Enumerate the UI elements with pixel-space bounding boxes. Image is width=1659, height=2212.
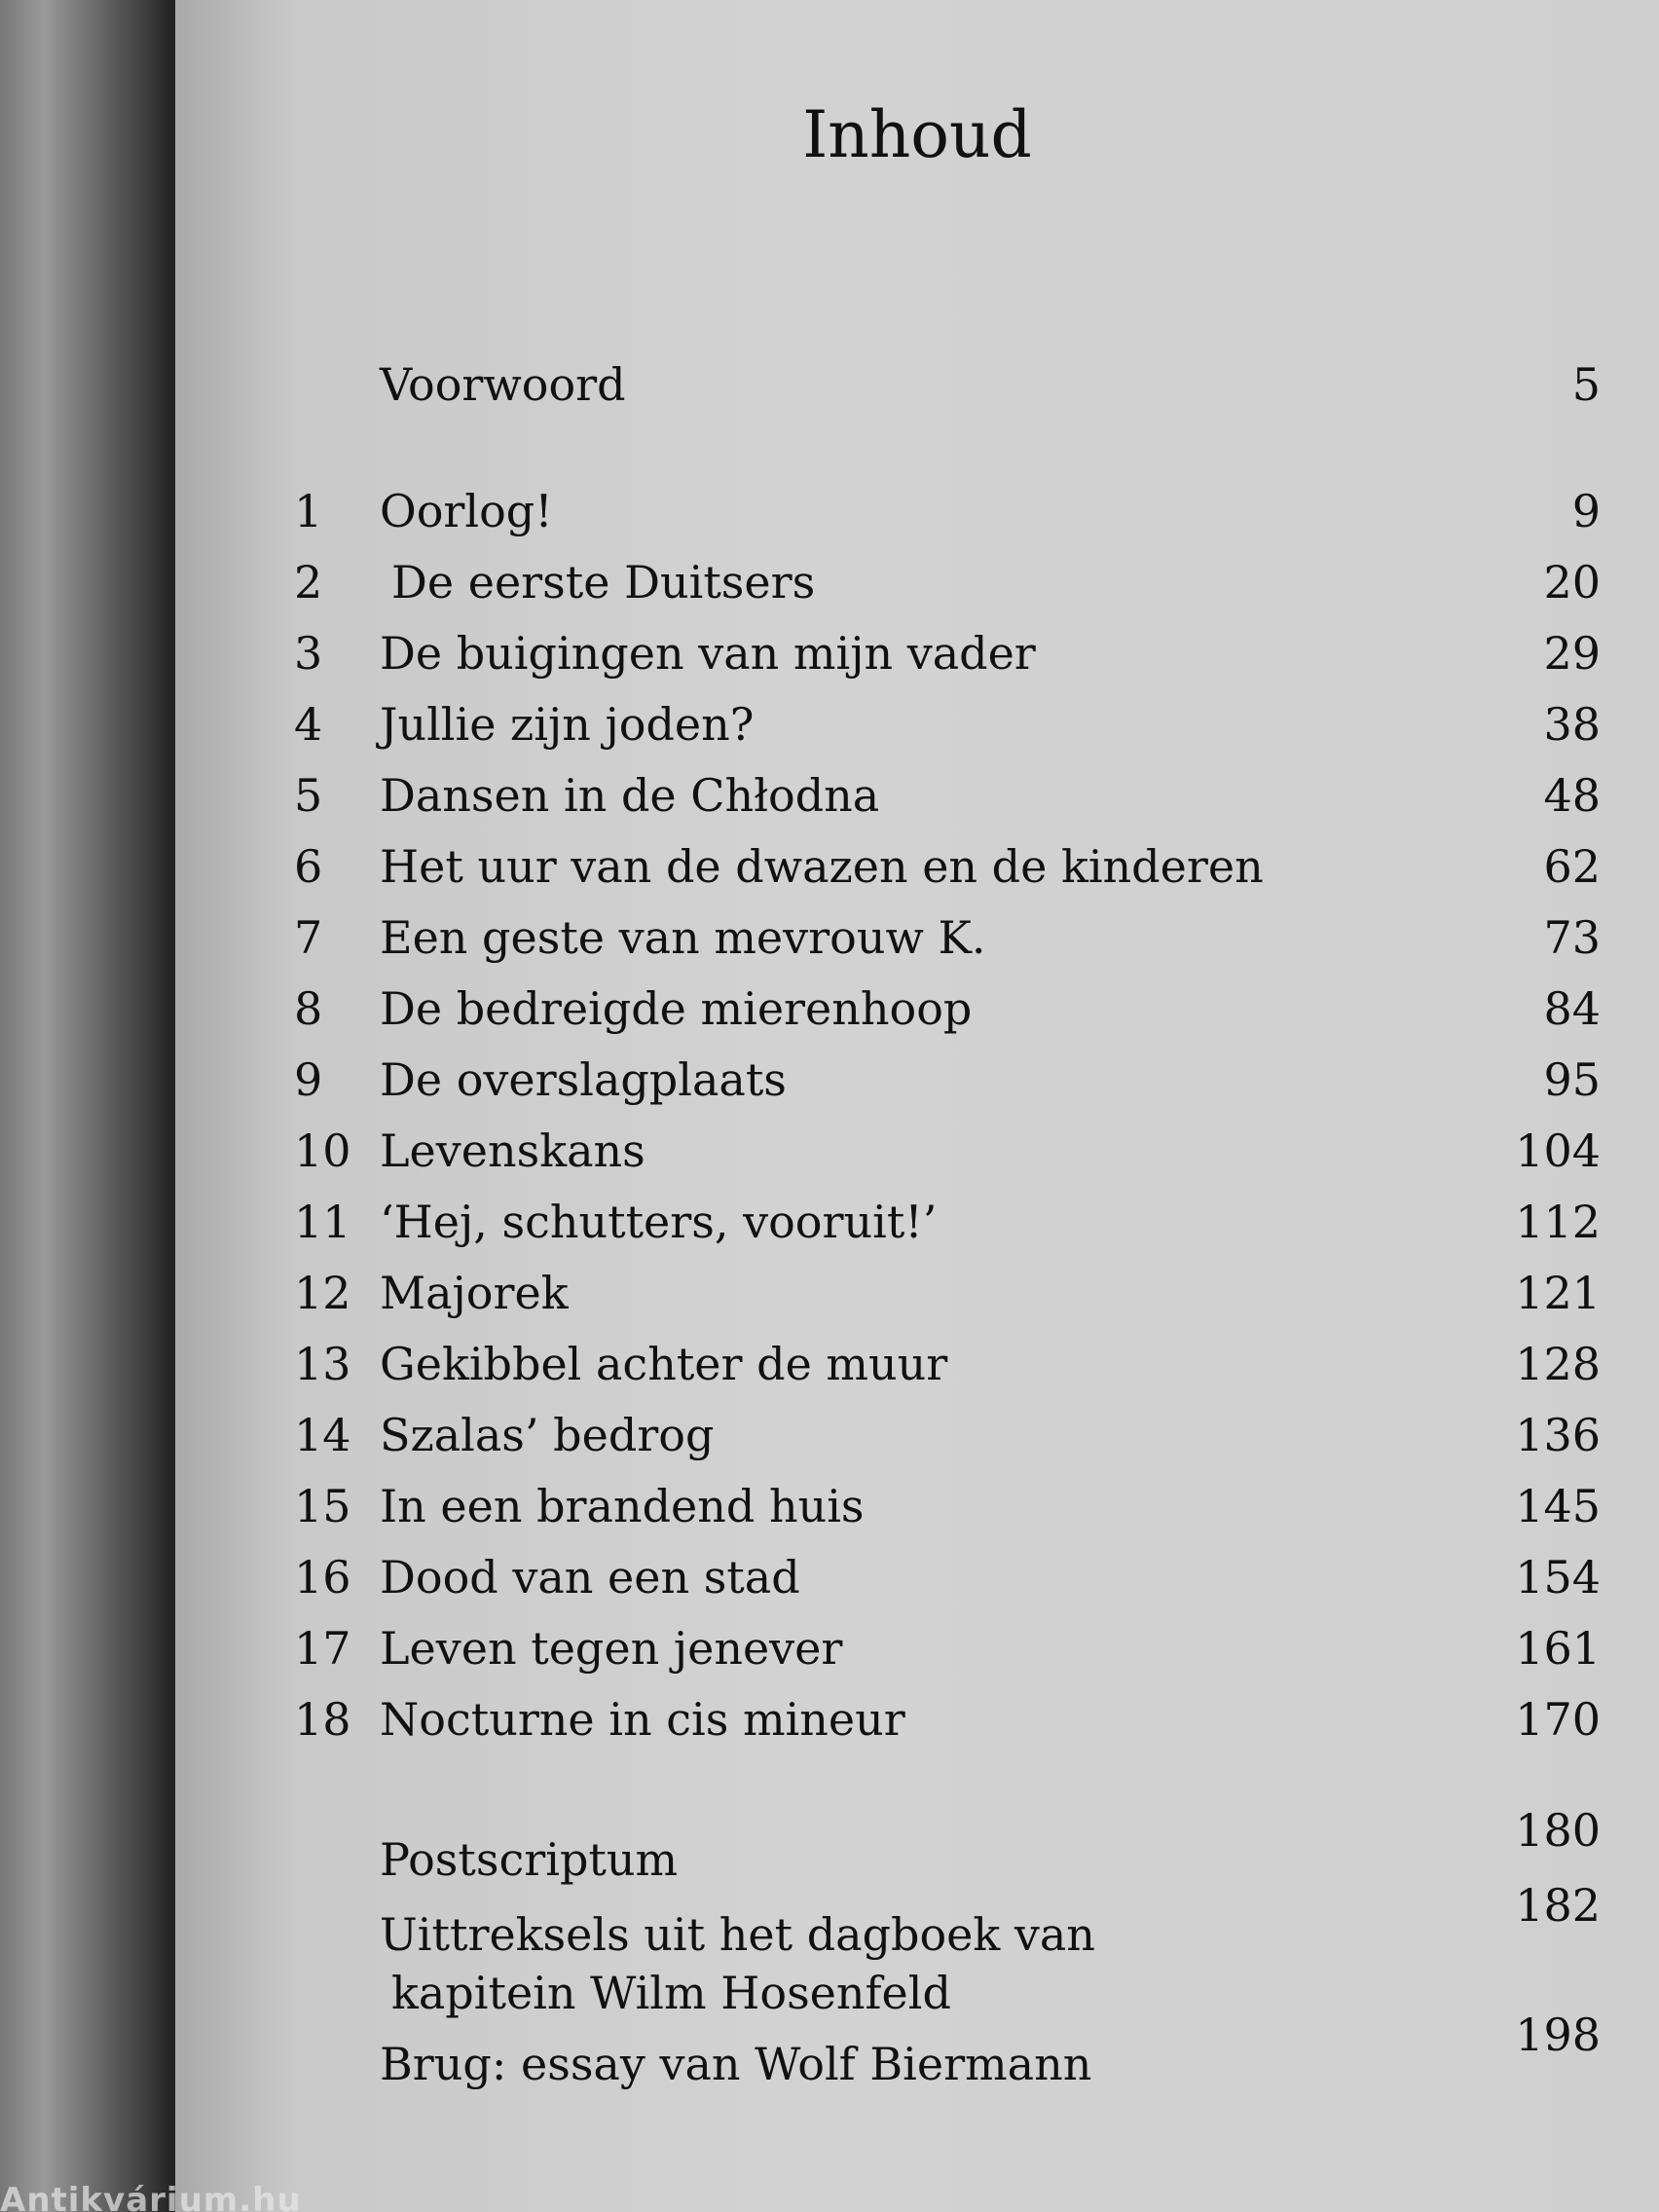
toc-entry-postscriptum bbox=[175, 1804, 1659, 1901]
toc-entry-label: Jullie zijn joden? bbox=[380, 698, 755, 751]
toc-entry-label: kapitein Wilm Hosenfeld bbox=[391, 1967, 951, 2019]
chapter-number: 15 bbox=[294, 1480, 351, 1532]
toc-entry bbox=[175, 1551, 1659, 1619]
toc-entry bbox=[175, 1622, 1659, 1690]
toc-entry-dagboek-continued bbox=[175, 1967, 1659, 2035]
toc-entry-label: Dansen in de Chłodna bbox=[380, 769, 880, 822]
toc-entry-page: 73 bbox=[1543, 911, 1601, 964]
toc-entry bbox=[175, 982, 1659, 1051]
toc-entry bbox=[175, 1480, 1659, 1548]
toc-entry-page: 5 bbox=[1571, 358, 1601, 411]
toc-entry-label: In een brandend huis bbox=[380, 1480, 865, 1532]
toc-entry-label: ‘Hej, schutters, vooruit!’ bbox=[380, 1196, 938, 1248]
toc-entry-label: Gekibbel achter de muur bbox=[380, 1338, 948, 1390]
toc-entry-page: 29 bbox=[1543, 627, 1601, 680]
chapter-number: 17 bbox=[294, 1622, 351, 1675]
toc-entry-page: 170 bbox=[1515, 1693, 1601, 1746]
toc-entry-page: 180 bbox=[1515, 1804, 1601, 1857]
toc-entry-label: Oorlog! bbox=[380, 485, 553, 537]
chapter-number: 6 bbox=[294, 840, 323, 893]
toc-entry-label: Brug: essay van Wolf Biermann bbox=[380, 2038, 1092, 2090]
toc-entry bbox=[175, 769, 1659, 837]
toc-entry-page: 9 bbox=[1571, 485, 1601, 537]
toc-entry-page: 20 bbox=[1543, 556, 1601, 608]
toc-entry bbox=[175, 1196, 1659, 1264]
toc-entry-label: Nocturne in cis mineur bbox=[380, 1693, 905, 1746]
toc-entry bbox=[175, 840, 1659, 908]
chapter-number: 8 bbox=[294, 982, 323, 1035]
toc-entry-label: Postscriptum bbox=[380, 1833, 679, 1886]
toc-entry bbox=[175, 1409, 1659, 1477]
toc-entry-page: 182 bbox=[1515, 1879, 1601, 1932]
toc-entry bbox=[175, 911, 1659, 979]
book-page bbox=[175, 0, 1659, 2212]
toc-entry bbox=[175, 1267, 1659, 1335]
toc-entry-label: Leven tegen jenever bbox=[380, 1622, 843, 1675]
toc-entry-page: 198 bbox=[1515, 2009, 1601, 2061]
toc-entry-page: 161 bbox=[1515, 1622, 1601, 1675]
toc-entry-label: De buigingen van mijn vader bbox=[380, 627, 1036, 680]
toc-entry-page: 104 bbox=[1515, 1124, 1601, 1177]
chapter-number: 5 bbox=[294, 769, 323, 822]
toc-entry-page: 62 bbox=[1543, 840, 1601, 893]
toc-entry bbox=[175, 1053, 1659, 1122]
toc-entry-page: 145 bbox=[1515, 1480, 1601, 1532]
chapter-number: 1 bbox=[294, 485, 323, 537]
toc-entry-label: De overslagplaats bbox=[380, 1053, 787, 1106]
toc-entry-page: 48 bbox=[1543, 769, 1601, 822]
toc-entry-label: Uittreksels uit het dagboek van bbox=[380, 1908, 1095, 1961]
toc-entry bbox=[175, 1693, 1659, 1761]
toc-entry-label: Majorek bbox=[380, 1267, 569, 1319]
chapter-number: 14 bbox=[294, 1409, 351, 1461]
toc-entry bbox=[175, 1124, 1659, 1193]
toc-entry-label: Levenskans bbox=[380, 1124, 645, 1177]
chapter-number: 9 bbox=[294, 1053, 323, 1106]
toc-entry-label: De bedreigde mierenhoop bbox=[380, 982, 973, 1035]
chapter-number: 12 bbox=[294, 1267, 351, 1319]
toc-entry-page: 95 bbox=[1543, 1053, 1601, 1106]
toc-entry-page: 136 bbox=[1515, 1409, 1601, 1461]
toc-entry-label: De eerste Duitsers bbox=[391, 556, 816, 608]
toc-entry-page: 128 bbox=[1515, 1338, 1601, 1390]
toc-entry bbox=[175, 556, 1659, 624]
toc-entry-page: 121 bbox=[1515, 1267, 1601, 1319]
toc-entry bbox=[175, 485, 1659, 553]
watermark-text: Antikvárium.hu bbox=[0, 2181, 302, 2212]
chapter-number: 2 bbox=[294, 556, 323, 608]
toc-entry-page: 112 bbox=[1515, 1196, 1601, 1248]
page-title: Inhoud bbox=[802, 97, 1032, 172]
book-spine bbox=[0, 0, 175, 2212]
chapter-number: 18 bbox=[294, 1693, 351, 1746]
toc-entry bbox=[175, 698, 1659, 766]
chapter-number: 11 bbox=[294, 1196, 351, 1248]
toc-entry-label: Het uur van de dwazen en de kinderen bbox=[380, 840, 1264, 893]
chapter-number: 16 bbox=[294, 1551, 351, 1604]
chapter-number: 13 bbox=[294, 1338, 351, 1390]
toc-entry-label: Een geste van mevrouw K. bbox=[380, 911, 986, 964]
toc-entry-voorwoord bbox=[175, 358, 1659, 426]
toc-entry-label: Dood van een stad bbox=[380, 1551, 800, 1604]
toc-entry-page: 84 bbox=[1543, 982, 1601, 1035]
toc-entry-label: Voorwoord bbox=[380, 358, 626, 411]
chapter-number: 3 bbox=[294, 627, 323, 680]
chapter-number: 7 bbox=[294, 911, 323, 964]
toc-entry-label: Szalas’ bedrog bbox=[380, 1409, 715, 1461]
toc-entry-page: 154 bbox=[1515, 1551, 1601, 1604]
toc-entry bbox=[175, 1338, 1659, 1406]
toc-entry-page: 38 bbox=[1543, 698, 1601, 751]
chapter-number: 4 bbox=[294, 698, 323, 751]
toc-entry-brug bbox=[175, 2009, 1659, 2106]
chapter-number: 10 bbox=[294, 1124, 351, 1177]
toc-entry bbox=[175, 627, 1659, 695]
